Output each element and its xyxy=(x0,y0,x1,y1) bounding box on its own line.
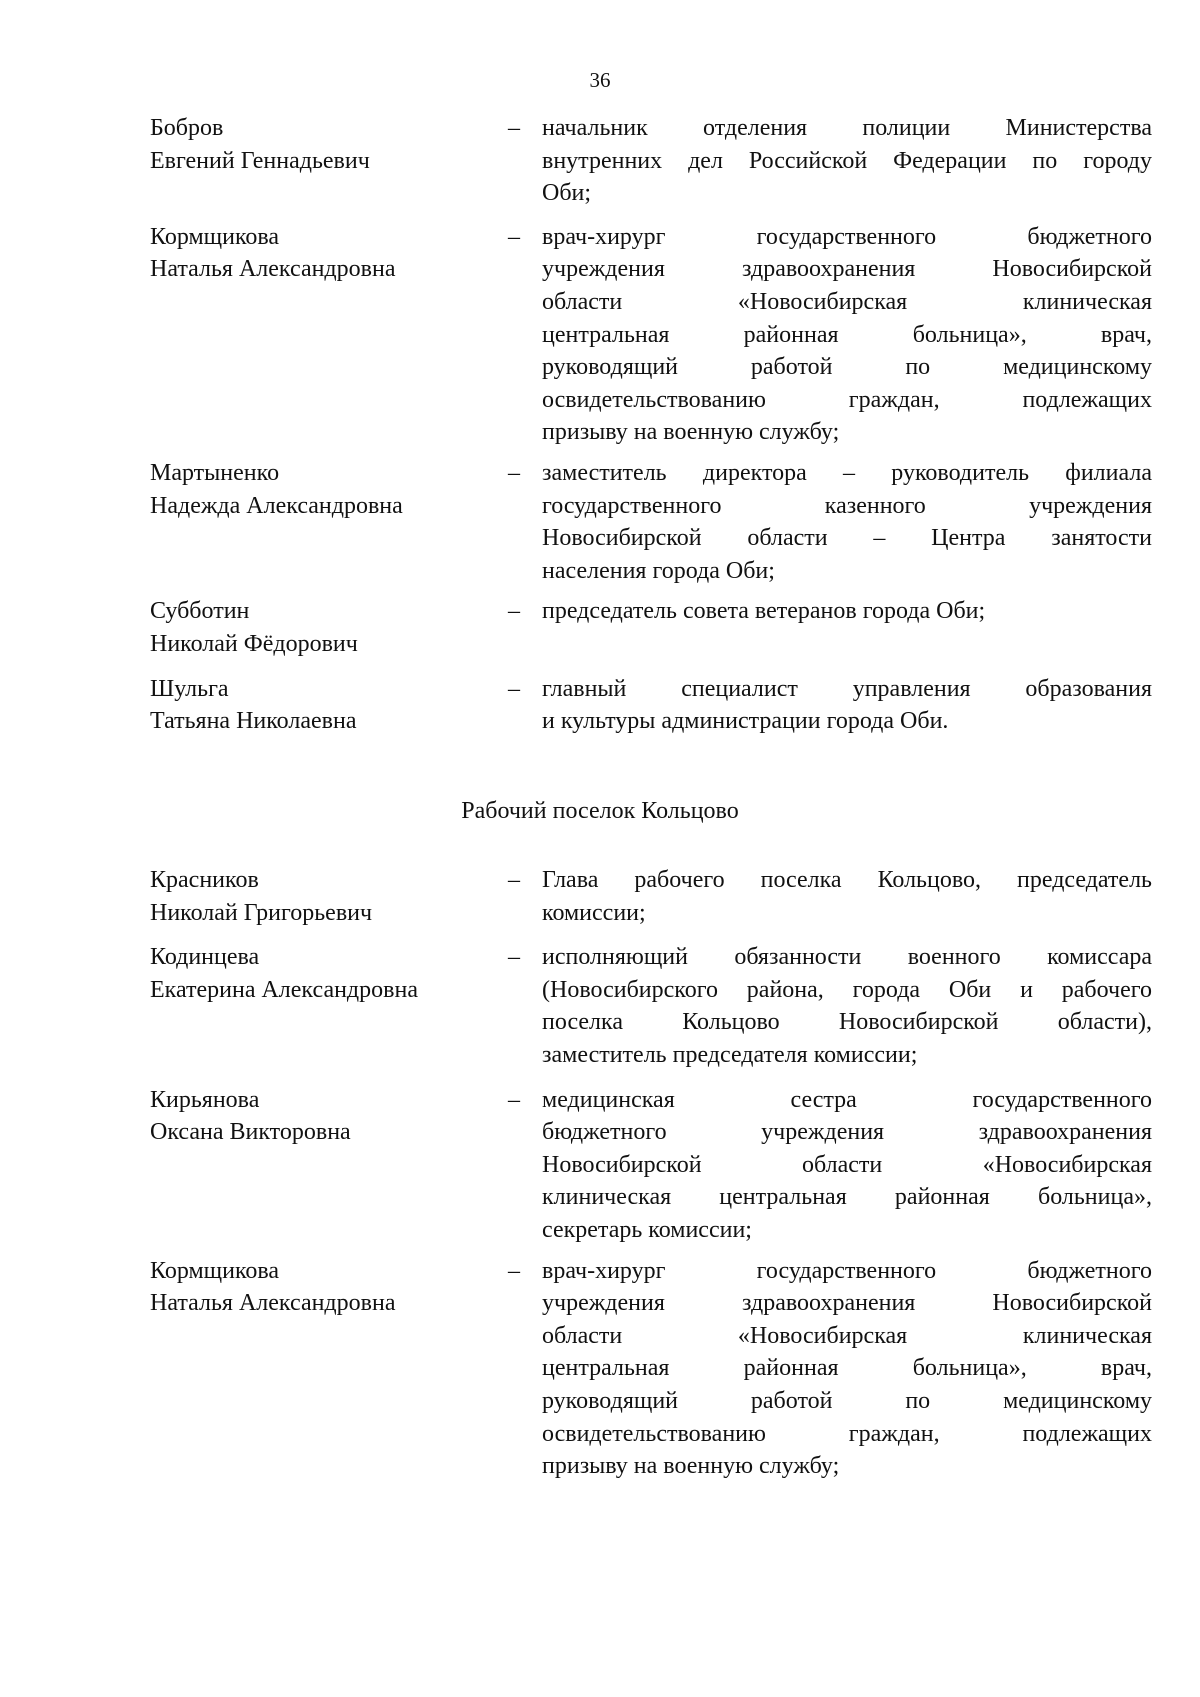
member-given-names: Наталья Александровна xyxy=(150,1290,396,1317)
member-name xyxy=(150,457,508,587)
member-surname: Красников xyxy=(150,867,259,893)
member-surname: Кодинцева xyxy=(150,944,260,971)
member-surname: Субботин xyxy=(150,598,250,625)
member-entry xyxy=(150,221,1152,449)
member-entry xyxy=(150,1084,1152,1247)
member-position xyxy=(542,112,1152,210)
member-entry xyxy=(150,112,1152,210)
member-entry xyxy=(150,1255,1152,1483)
member-surname: Кормщикова xyxy=(150,223,280,250)
member-name xyxy=(150,1255,508,1483)
position-line: учреждения здравоохранения Новосибирской xyxy=(542,1290,1152,1317)
page-number: 36 xyxy=(589,68,611,92)
member-position xyxy=(542,864,1152,929)
member-surname: Мартыненко xyxy=(150,459,280,486)
member-given-names: Оксана Викторовна xyxy=(150,1119,351,1146)
member-entry xyxy=(150,457,1152,587)
dash-separator: – xyxy=(508,1086,520,1113)
dash-separator: – xyxy=(508,459,520,486)
dash-separator: – xyxy=(508,115,520,141)
position-line: председатель совета ветеранов города Оби; xyxy=(542,598,986,625)
position-line: бюджетного учреждения здравоохранения xyxy=(542,1119,1152,1146)
member-name xyxy=(150,221,508,449)
position-line: главный специалист управления образования xyxy=(542,675,1152,702)
position-line: Новосибирской области – Центра занятости xyxy=(542,525,1152,552)
member-given-names: Наталья Александровна xyxy=(150,256,396,283)
position-line: медицинская сестра государственного xyxy=(542,1086,1152,1113)
dash-separator: – xyxy=(508,1257,520,1284)
dash-separator: – xyxy=(508,867,520,893)
dash-separator: – xyxy=(508,598,520,625)
member-given-names: Татьяна Николаевна xyxy=(150,708,357,735)
position-line: исполняющий обязанности военного комиссара xyxy=(542,944,1152,971)
member-given-names: Екатерина Александровна xyxy=(150,976,418,1003)
member-entry xyxy=(150,941,1152,1071)
member-surname: Кормщикова xyxy=(150,1257,280,1284)
dash-separator: – xyxy=(508,223,520,250)
member-entry xyxy=(150,864,1152,929)
member-given-names: Евгений Геннадьевич xyxy=(150,147,370,174)
position-line: врач-хирург государственного бюджетного xyxy=(542,223,1152,250)
position-line: (Новосибирского района, города Оби и рабочего xyxy=(542,976,1152,1003)
member-surname: Кирьянова xyxy=(150,1086,260,1113)
member-entry xyxy=(150,595,1152,660)
position-line: заместитель директора – руководитель филиала xyxy=(542,459,1152,486)
member-position xyxy=(542,673,1152,738)
position-line: руководящий работой по медицинскому xyxy=(542,1387,1152,1414)
position-line: центральная районная больница», врач, xyxy=(542,1355,1152,1382)
member-surname: Шульга xyxy=(150,675,229,702)
position-line: руководящий работой по медицинскому xyxy=(542,354,1152,381)
position-line: области «Новосибирская клиническая xyxy=(542,288,1152,315)
member-given-names: Николай Фёдорович xyxy=(150,630,358,657)
position-line: центральная районная больница», врач, xyxy=(542,321,1152,348)
position-line: секретарь комиссии; xyxy=(542,1216,752,1243)
section-title: Рабочий поселок Кольцово xyxy=(461,798,739,824)
member-given-names: Николай Григорьевич xyxy=(150,899,373,926)
member-position xyxy=(542,457,1152,587)
position-line: освидетельствованию граждан, подлежащих xyxy=(542,386,1152,413)
position-line: призыву на военную службу; xyxy=(542,1453,840,1480)
member-name xyxy=(150,941,508,1071)
position-line: освидетельствованию граждан, подлежащих xyxy=(542,1420,1152,1447)
member-entry xyxy=(150,673,1152,738)
position-line: и культуры администрации города Оби. xyxy=(542,708,949,735)
position-line: населения города Оби; xyxy=(542,557,775,584)
position-line: заместитель председателя комиссии; xyxy=(542,1041,918,1068)
position-line: области «Новосибирская клиническая xyxy=(542,1322,1152,1349)
position-line: Оби; xyxy=(542,180,592,207)
position-line: государственного казенного учреждения xyxy=(542,492,1152,519)
position-line: клиническая центральная районная больница», xyxy=(542,1184,1152,1211)
member-position xyxy=(542,595,1152,660)
member-position xyxy=(542,1084,1152,1247)
member-position xyxy=(542,941,1152,1071)
member-name xyxy=(150,112,508,210)
dash-separator: – xyxy=(508,944,520,971)
member-given-names: Надежда Александровна xyxy=(150,492,403,519)
member-name xyxy=(150,864,508,929)
member-position xyxy=(542,1255,1152,1483)
position-line: комиссии; xyxy=(542,899,646,926)
member-position xyxy=(542,221,1152,449)
member-name xyxy=(150,595,508,660)
dash-separator: – xyxy=(508,675,520,702)
commission-list-koltsovo xyxy=(150,864,1152,1483)
commission-list-ob xyxy=(150,112,1152,738)
position-line: призыву на военную службу; xyxy=(542,419,840,446)
position-line: учреждения здравоохранения Новосибирской xyxy=(542,256,1152,283)
position-line: Новосибирской области «Новосибирская xyxy=(542,1151,1152,1178)
member-name xyxy=(150,673,508,738)
member-surname: Бобров xyxy=(150,115,224,141)
position-line: начальник отделения полиции Министерства xyxy=(542,115,1152,141)
position-line: Глава рабочего поселка Кольцово, председатель xyxy=(542,867,1152,893)
position-line: внутренних дел Российской Федерации по городу xyxy=(542,147,1152,174)
member-name xyxy=(150,1084,508,1247)
position-line: врач-хирург государственного бюджетного xyxy=(542,1257,1152,1284)
position-line: поселка Кольцово Новосибирской области), xyxy=(542,1009,1152,1036)
